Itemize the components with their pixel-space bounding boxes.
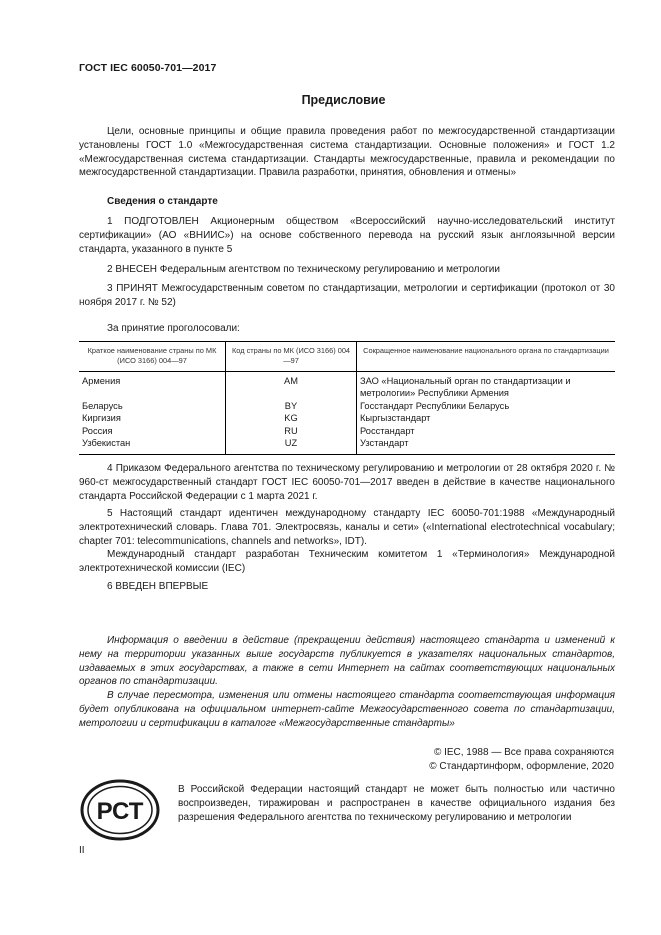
table-header-code: Код страны по МК (ИСО 3166) 004—97 xyxy=(226,342,357,372)
cell-country: Россия xyxy=(82,425,113,436)
document-header: ГОСТ IEC 60050-701—2017 xyxy=(79,62,217,74)
cell-body: Госстандарт Республики Беларусь xyxy=(360,400,510,411)
voting-table xyxy=(79,341,615,455)
info-paragraph-2: В случае пересмотра, изменения или отмены настоящего стандарта соответствующая информация будет опубликована на официальном интернет-сайте Межгосударственного совета по стандартизации, метрологии и сертификации в каталоге «Межгосударственные стандарты» xyxy=(79,690,615,729)
page-number: II xyxy=(79,845,85,856)
cell-code: AM xyxy=(226,372,357,400)
cell-code: UZ xyxy=(226,437,357,455)
paragraph-5: 5 Настоящий стандарт идентичен международному стандарту IEC 60050-701:1988 «Международный электротехнический словарь. Глава 701. Электросвязь, каналы и сети» («International electrotechnical vocabulary; chapter 701: telecommunications, channels and networks», IDT). xyxy=(79,508,615,547)
table-row xyxy=(79,372,615,400)
copyright-standartinform: © Стандартинформ, оформление, 2020 xyxy=(429,761,614,772)
paragraph-4: 4 Приказом Федерального агентства по техническому регулированию и метрологии от 28 октября 2020 г. № 960-ст межгосударственный стандарт ГОСТ IEC 60050-701—2017 введен в действие в качестве национального стандарта Российской Федерации с 1 марта 2021 г. xyxy=(79,463,615,502)
cell-body: Узстандарт xyxy=(357,437,616,455)
table-header-row xyxy=(79,342,615,372)
logo-text: РСТ xyxy=(96,798,144,825)
cell-code: KG xyxy=(226,412,357,424)
paragraph-6: 6 ВВЕДЕН ВПЕРВЫЕ xyxy=(107,581,209,592)
paragraph-2: 2 ВНЕСЕН Федеральным агентством по техническому регулированию и метрологии xyxy=(107,264,500,275)
cell-country: Беларусь xyxy=(82,400,123,411)
table-row xyxy=(79,400,615,412)
copyright-iec: © IEC, 1988 — Все права сохраняются xyxy=(433,747,614,758)
cell-code: RU xyxy=(226,425,357,437)
cell-code: BY xyxy=(226,400,357,412)
info-paragraph-1: Информация о введении в действие (прекращении действия) настоящего стандарта и изменений к нему на территории указанных выше государств публикуется в указателях национальных стандартов, издаваемых в этих государствах, а также в сети Интернет на сайтах соответствующих национальных органов по стандартизации. xyxy=(79,635,615,688)
section-subtitle: Сведения о стандарте xyxy=(107,196,218,207)
voted-label: За принятие проголосовали: xyxy=(107,323,240,334)
intro-paragraph: Цели, основные принципы и общие правила проведения работ по межгосударственной стандартизации установлены ГОСТ 1.0 «Межгосударственная система стандартизации. Основные положения» и ГОСТ 1.2 «Межгосударственная система стандартизации. Стандарты межгосударственные, правила и рекомендации по межгосударственной стандартизации. Правила разработки, принятия, обновления и отмены» xyxy=(79,126,615,179)
cell-body: Кыргызстандарт xyxy=(360,413,431,424)
table-header-body: Сокращенное наименование национального органа по стандартизации xyxy=(357,342,616,372)
page-title: Предисловие xyxy=(301,93,386,107)
table-header-country: Краткое наименование страны по МК (ИСО 3166) 004—97 xyxy=(79,342,226,372)
cell-country: Армения xyxy=(82,376,121,386)
paragraph-5b: Международный стандарт разработан Техническим комитетом 1 «Терминология» Международной электротехнической комиссии (IEC) xyxy=(79,549,615,574)
rst-logo-icon xyxy=(80,779,160,841)
table-row xyxy=(79,437,615,455)
cell-country: Узбекистан xyxy=(79,437,226,455)
cell-country: Киргизия xyxy=(82,413,121,424)
cell-body: ЗАО «Национальный орган по стандартизации и метрологии» Республики Армения xyxy=(360,376,571,399)
table-row xyxy=(79,412,615,424)
table-row xyxy=(79,425,615,437)
cell-body: Росстандарт xyxy=(360,425,415,436)
paragraph-1: 1 ПОДГОТОВЛЕН Акционерным обществом «Всероссийский научно-исследовательский институт сертификации» (АО «ВНИИС») на основе собственного перевода на русский язык англоязычной версии стандарта, указанного в пункте 5 xyxy=(79,216,615,255)
reproduction-notice: В Российской Федерации настоящий стандарт не может быть полностью или частично воспроизведен, тиражирован и распространен в качестве официального издания без разрешения Федерального агентства по техническому регулированию и метрологии xyxy=(178,784,615,823)
paragraph-3: 3 ПРИНЯТ Межгосударственным советом по стандартизации, метрологии и сертификации (протокол от 30 ноября 2017 г. № 52) xyxy=(79,283,615,308)
